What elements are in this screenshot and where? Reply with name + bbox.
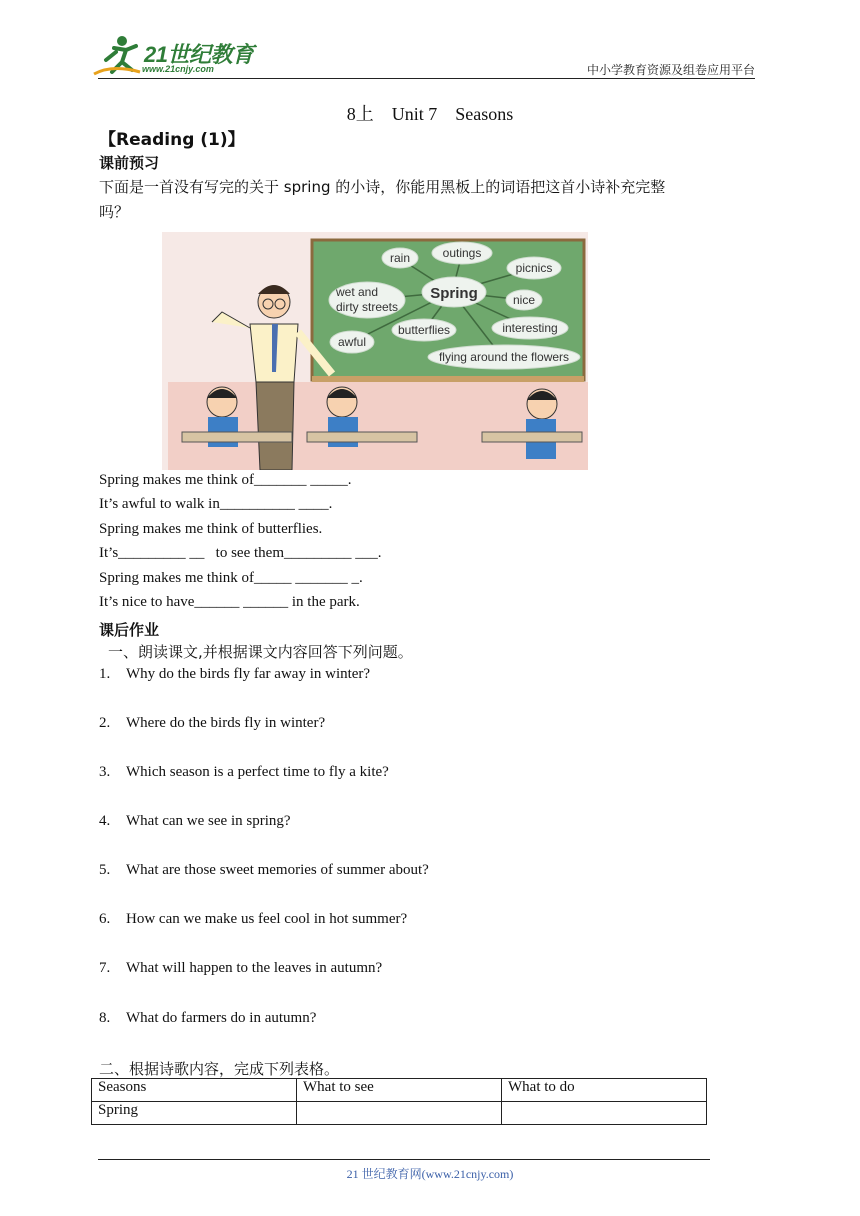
question-item: 5. What are those sweet memories of summer about? <box>99 862 429 878</box>
board-word-dirty-streets: dirty streets <box>335 300 399 314</box>
table-cell[interactable] <box>297 1102 502 1125</box>
table-header-cell: What to see <box>297 1079 502 1102</box>
board-word-rain: rain <box>389 251 411 265</box>
question-item: 1. Why do the birds fly far away in winter? <box>99 666 371 682</box>
question-item: 8. What do farmers do in autumn? <box>99 1010 317 1026</box>
logo-url: www.21cnjy.com <box>142 64 214 74</box>
footer-text: 21 世纪教育网(www.21cnjy.com) <box>346 1167 514 1181</box>
part1-instruction: 一、朗读课文,并根据课文内容回答下列问题。 <box>108 643 413 661</box>
runner-logo-icon <box>92 34 144 80</box>
part2-instruction: 二、根据诗歌内容，完成下列表格。 <box>99 1060 340 1078</box>
board-word-awful: awful <box>337 335 367 349</box>
page-title: 8上 Unit 7 Seasons <box>346 104 514 124</box>
intro-line-1: 下面是一首没有写完的关于 spring 的小诗，你能用黑板上的词语把这首小诗补充完整 <box>99 178 666 196</box>
table-row <box>92 1102 707 1125</box>
board-word-interesting: interesting <box>502 321 558 335</box>
site-logo <box>92 34 262 80</box>
board-word-outings: outings <box>442 246 482 260</box>
poem-line-6: It’s nice to have______ ______ in the park. <box>99 594 360 610</box>
question-item: 4. What can we see in spring? <box>99 813 291 829</box>
poem-line-1: Spring makes me think of_______ _____. <box>99 472 352 488</box>
poem-line-4: It’s_________ __ to see them_________ ___. <box>99 545 382 561</box>
question-item: 6. How can we make us feel cool in hot summer? <box>99 911 408 927</box>
table-header-cell: Seasons <box>92 1079 297 1102</box>
question-item: 7. What will happen to the leaves in autumn? <box>99 960 383 976</box>
poem-line-5: Spring makes me think of_____ _______ _. <box>99 570 363 586</box>
table-header-row <box>92 1079 707 1102</box>
logo-text: 21世纪教育 <box>144 42 254 67</box>
intro-line-2: 吗？ <box>99 203 130 221</box>
preview-heading: 课前预习 <box>99 154 160 172</box>
header-platform-text: 中小学教育资源及组卷应用平台 <box>586 63 755 77</box>
table-cell: Spring <box>92 1102 297 1125</box>
seasons-table <box>91 1078 707 1125</box>
footer-divider <box>98 1159 710 1160</box>
board-word-wet-and: wet and <box>335 285 379 299</box>
poem-line-2: It’s awful to walk in__________ ____. <box>99 496 333 512</box>
board-word-picnics: picnics <box>515 261 553 275</box>
table-header-cell: What to do <box>502 1079 707 1102</box>
board-center-word: Spring <box>430 285 478 302</box>
board-word-butterflies: butterflies <box>397 323 451 337</box>
classroom-illustration <box>162 232 588 470</box>
question-item: 3. Which season is a perfect time to fly a kite? <box>99 764 389 780</box>
board-word-flying: flying around the flowers <box>438 350 570 364</box>
question-item: 2. Where do the birds fly in winter? <box>99 715 326 731</box>
poem-line-3: Spring makes me think of butterflies. <box>99 521 323 537</box>
board-word-nice: nice <box>512 293 536 307</box>
header-divider <box>98 78 755 79</box>
homework-heading: 课后作业 <box>99 621 160 639</box>
reading-heading: 【Reading (1)】 <box>99 130 245 150</box>
table-cell[interactable] <box>502 1102 707 1125</box>
